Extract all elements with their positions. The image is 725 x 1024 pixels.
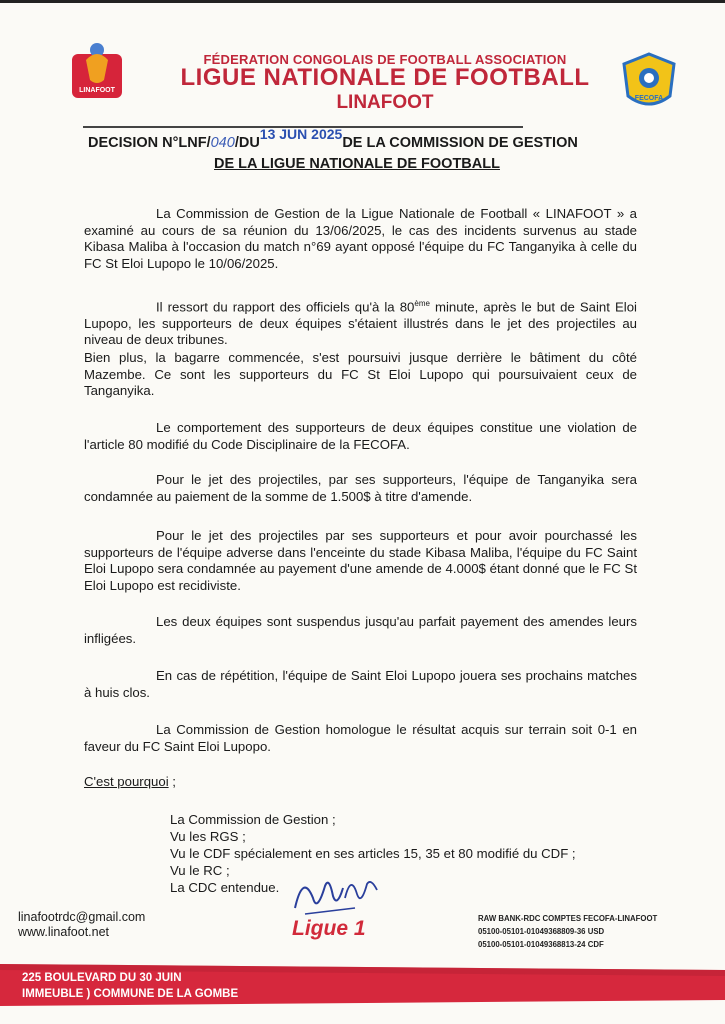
league-acronym: LINAFOOT: [336, 92, 434, 113]
paragraph-7: [84, 668, 637, 701]
paragraph-2-text-a: Il ressort du rapport des officiels qu'à la 80: [156, 299, 415, 315]
paragraph-5-text: Pour le jet des projectiles par ses supporteurs et pour avoir pourchassé les supporteurs de l'équipe adverse dans l'enceinte du stade Kibasa Maliba, l'équipe du FC Saint Eloi Lupopo sera condamnée au payement d'une amende de 4.000$ étant donné que le FC St Eloi Lupopo est recidiviste.: [84, 528, 637, 593]
paragraph-4: [84, 472, 637, 505]
footer-website: www.linafoot.net: [18, 925, 110, 939]
footer-band: [0, 960, 725, 1008]
vu-item: Vu les RGS ;: [170, 829, 246, 844]
fecofa-logo: [620, 52, 678, 112]
ligue1-logo: Ligue 1: [292, 917, 366, 940]
decision-title: [88, 126, 648, 151]
vu-item: Vu le RC ;: [170, 863, 230, 878]
decision-number: 040: [210, 135, 235, 151]
signature: [285, 868, 385, 920]
date-stamp: 13 JUN 2025: [259, 126, 343, 142]
paragraph-1-text: La Commission de Gestion de la Ligue Nationale de Football « LINAFOOT » a examiné au cours de sa réunion du 13/06/2025, le cas des incidents survenus au stade Kibasa Maliba à l'occasion du match n°69 ayant opposé l'équipe du FC Tanganyika à celle du FC St Eloi Lupopo le 10/06/2025.: [84, 206, 637, 271]
address-line-2: IMMEUBLE ) COMMUNE DE LA GOMBE: [22, 988, 239, 1000]
vu-item: Vu le CDF spécialement en ses articles 15, 35 et 80 modifié du CDF ;: [170, 846, 576, 861]
decision-subtitle: DE LA LIGUE NATIONALE DE FOOTBALL: [214, 156, 500, 172]
address-line-1: 225 BOULEVARD DU 30 JUIN: [22, 972, 182, 984]
title-mid: /DU: [234, 135, 260, 151]
logo-right-text: FECOFA: [634, 95, 664, 102]
title-suffix: DE LA COMMISSION DE GESTION: [342, 135, 578, 151]
bank-line: RAW BANK-RDC COMPTES FECOFA-LINAFOOT: [478, 914, 658, 923]
paragraph-4-text: Pour le jet des projectiles, par ses supporteurs, l'équipe de Tanganyika sera condamnée au paiement de la somme de 1.500$ à titre d'amende.: [84, 472, 637, 504]
linafoot-logo: [68, 40, 126, 102]
cest-pourquoi-tail: ;: [168, 774, 176, 789]
logo-left-text: LINAFOOT: [79, 87, 115, 94]
league-name: LIGUE NATIONALE DE FOOTBALL: [180, 64, 590, 91]
paragraph-8: [84, 722, 637, 755]
bank-line: 05100-05101-01049368809-36 USD: [478, 927, 605, 936]
ordinal-superscript: ème: [414, 299, 430, 308]
cest-pourquoi-label: C'est pourquoi: [84, 774, 169, 789]
federation-name: FÉDERATION CONGOLAIS DE FOOTBALL ASSOCIATION: [203, 52, 567, 67]
paragraph-2c: Bien plus, la bagarre commencée, s'est poursuivi jusque derrière le bâtiment du côté Mazembe. Ce sont les supporteurs du FC St Eloi Lupopo qui poursuivaient ceux de Tanganyika.: [84, 350, 637, 398]
top-border: [0, 0, 725, 3]
paragraph-1: [84, 206, 637, 272]
paragraph-3: [84, 420, 637, 453]
footer-email: linafootrdc@gmail.com: [18, 910, 146, 924]
vu-item: La CDC entendue.: [170, 880, 280, 895]
paragraph-5: [84, 528, 637, 594]
title-prefix: DECISION N°LNF/: [88, 135, 211, 151]
paragraph-7-text: En cas de répétition, l'équipe de Saint Eloi Lupopo jouera ses prochains matches à huis clos.: [84, 668, 637, 700]
bank-line: 05100-05101-01049368813-24 CDF: [478, 940, 604, 949]
paragraph-2: [84, 296, 637, 349]
cest-pourquoi: [84, 774, 176, 789]
vu-item: La Commission de Gestion ;: [170, 812, 336, 827]
paragraph-8-text: La Commission de Gestion homologue le résultat acquis sur terrain soit 0-1 en faveur du FC Saint Eloi Lupopo.: [84, 722, 637, 754]
paragraph-2-text-b: minute, après le but de Saint Eloi Lupopo, les supporteurs de deux équipes s'étaient illustrés dans le jet des projectiles au niveau de deux tribunes.: [84, 299, 637, 348]
paragraph-6-text: Les deux équipes sont suspendus jusqu'au parfait payement des amendes leurs infligées.: [84, 614, 637, 646]
paragraph-3-text: Le comportement des supporteurs de deux équipes constitue une violation de l'article 80 modifié du Code Disciplinaire de la FECOFA.: [84, 420, 637, 452]
paragraph-6: [84, 614, 637, 647]
